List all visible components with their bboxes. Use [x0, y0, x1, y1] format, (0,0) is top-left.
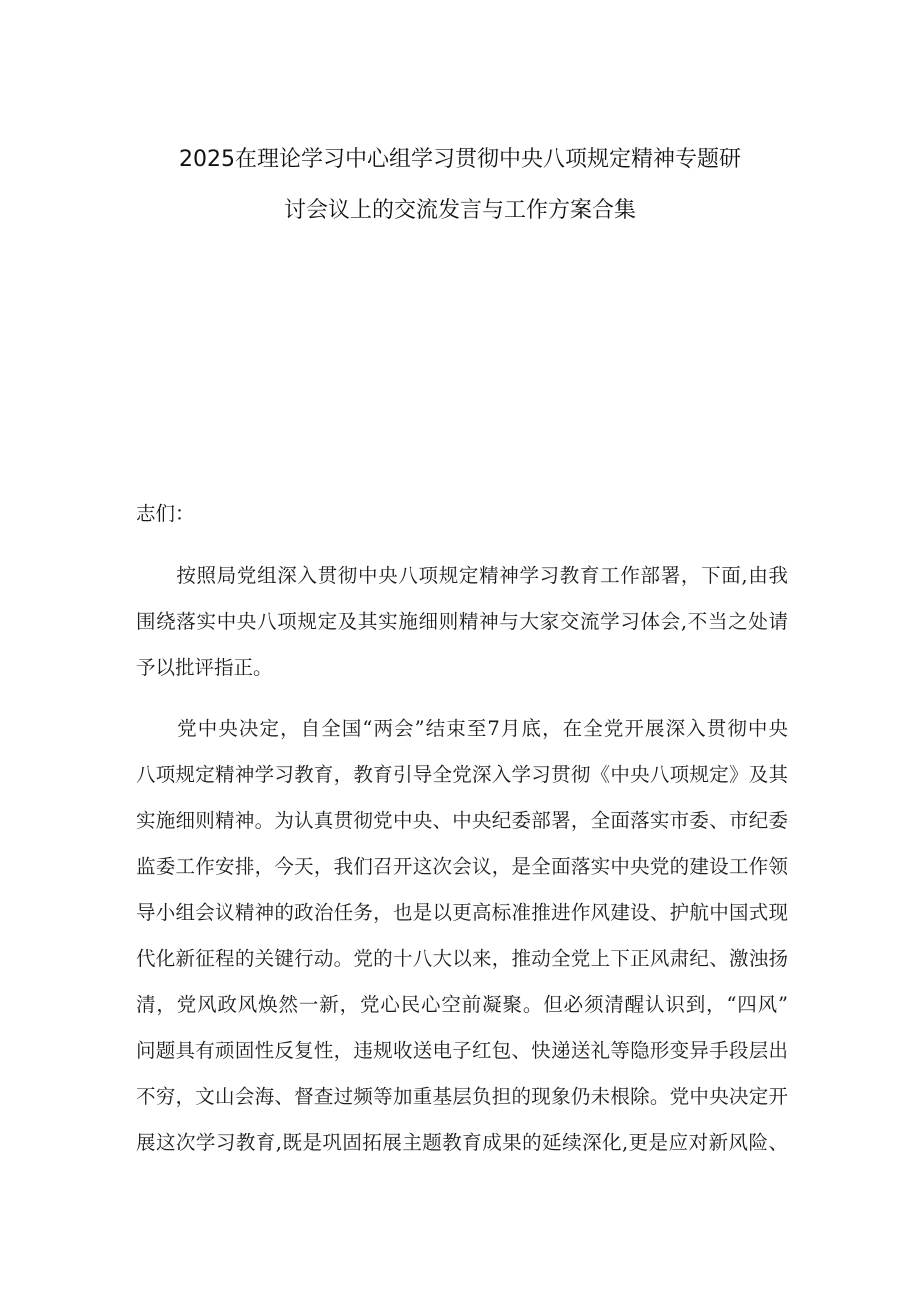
paragraph-line: 党中央决定，自全国“两会”结束至7月底，在全党开展深入贯彻中央: [136, 717, 788, 740]
paragraph-line: 展这次学习教育,既是巩固拓展主题教育成果的延续深化,更是应对新风险、: [136, 1131, 788, 1154]
paragraph-1: [136, 553, 788, 691]
document-title-line-2: 讨会议上的交流发言与工作方案合集: [283, 198, 636, 223]
paragraph-line: 实施细则精神。为认真贯彻党中央、中央纪委部署，全面落实市委、市纪委: [136, 809, 788, 832]
paragraph-line: 不穷，文山会海、督查过频等加重基层负担的现象仍未根除。党中央决定开: [136, 1085, 788, 1108]
document-title-line-1: 2025在理论学习中心组学习贯彻中央八项规定精神专题研: [179, 147, 741, 172]
paragraph-line: 按照局党组深入贯彻中央八项规定精神学习教育工作部署，下面,由我: [136, 564, 788, 587]
paragraph-line: 予以批评指正。: [136, 656, 273, 679]
paragraph-line: 八项规定精神学习教育，教育引导全党深入学习贯彻《中央八项规定》及其: [136, 763, 788, 786]
paragraph-line: 清，党风政风焕然一新，党心民心空前凝聚。但必须清醒认识到，“四风”: [136, 993, 788, 1016]
paragraph-line: 问题具有顽固性反复性，违规收送电子红包、快递送礼等隐形变异手段层出: [136, 1039, 788, 1062]
paragraph-line: 监委工作安排，今天，我们召开这次会议，是全面落实中央党的建设工作领: [136, 855, 788, 878]
paragraph-line: 代化新征程的关键行动。党的十八大以来，推动全党上下正风肃纪、激浊扬: [136, 947, 788, 970]
paragraph-line: 导小组会议精神的政治任务，也是以更高标准推进作风建设、护航中国式现: [136, 901, 788, 924]
paragraph-2: [136, 706, 788, 1166]
salutation: 志们：: [136, 502, 195, 525]
paragraph-line: 围绕落实中央八项规定及其实施细则精神与大家交流学习体会,不当之处请: [136, 610, 788, 633]
